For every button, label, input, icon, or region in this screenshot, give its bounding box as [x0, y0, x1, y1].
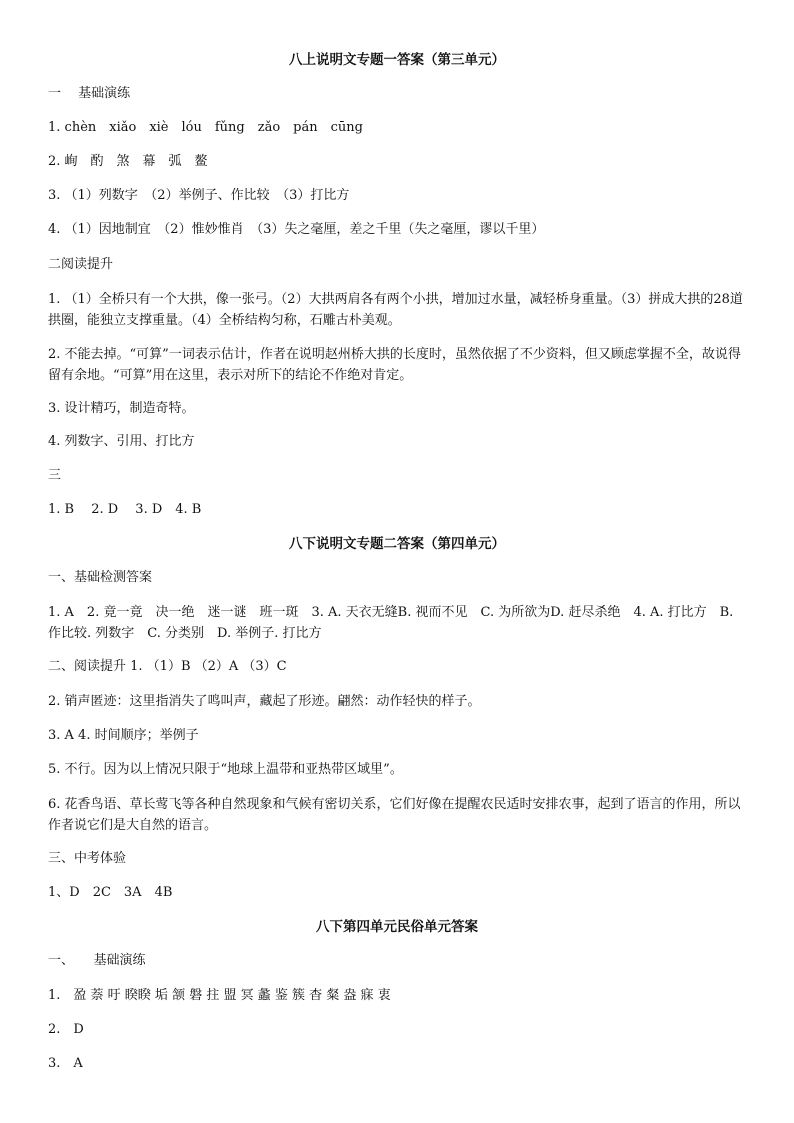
section1-reading-1: 1. （1）全桥只有一个大拱，像一张弓。（2）大拱两肩各有两个小拱，增加过水量，减轻桥身重量。（3）拼成大拱的28道拱圈，能独立支撑重量。（4）全桥结构匀称，石雕古朴美观。: [48, 292, 743, 328]
section1-heading-basic: 一 基础演练: [48, 86, 131, 101]
section3-title: 八下第四单元民俗单元答案: [316, 919, 478, 935]
section1-heading-three: 三: [48, 468, 62, 483]
section2-exam-answers: 1、D 2C 3A 4B: [48, 885, 173, 900]
section2-heading-reading: 二、阅读提升 1. （1）B （2）A （3）C: [48, 659, 287, 674]
section1-reading-3: 3. 设计精巧，制造奇特。: [48, 401, 195, 416]
section2-reading-6: 6. 花香鸟语、草长莺飞等各种自然现象和气候有密切关系，它们好像在提醒农民适时安排农事，起到了语言的作用，所以作者说它们是大自然的语言。: [48, 797, 741, 833]
section1-reading-2: 2. 不能去掉。“可算”一词表示估计，作者在说明赵州桥大拱的长度时，虽然依据了不少资料，但又顾虑掌握不全，故说得留有余地。“可算”用在这里，表示对所下的结论不作绝对肯定。: [48, 347, 741, 383]
section3-answer-2: 2. D: [48, 1022, 84, 1037]
section1-multiple-choice: 1. B 2. D 3. D 4. B: [48, 502, 202, 517]
section2-heading-basic: 一、基础检测答案: [48, 570, 153, 585]
section1-answer-1: 1. chèn xiǎo xiè lóu fǔng zǎo pán cūng: [48, 120, 363, 135]
section1-title: 八上说明文专题一答案（第三单元）: [289, 52, 505, 68]
section2-title: 八下说明文专题二答案（第四单元）: [289, 536, 505, 552]
section1-heading-reading: 二阅读提升: [48, 257, 114, 272]
section2-heading-exam: 三、中考体验: [48, 851, 127, 866]
section2-reading-3: 3. A 4. 时间顺序；举例子: [48, 728, 199, 743]
section2-reading-5: 5. 不行。因为以上情况只限于“地球上温带和亚热带区域里”。: [48, 762, 403, 777]
section3-answer-1: 1. 盈 萘 吁 睽睽 垢 颔 磐 拄 盟 冥 蠡 鉴 簇 杳 粲 盎 寐 衷: [48, 988, 391, 1003]
section2-answer-1: 1. A 2. 竟一竟 决一绝 迷一谜 班一斑 3. A. 天衣无缝B. 视而不见 C. 为所欲为D. 赶尽杀绝 4. A. 打比方 B. 作比较. 列数字 C. 分类别 D. 举例子. 打比方: [48, 605, 734, 641]
section1-reading-4: 4. 列数字、引用、打比方: [48, 434, 195, 449]
section1-answer-3: 3. （1）列数字 （2）举例子、作比较 （3）打比方: [48, 188, 350, 203]
section3-heading-basic: 一、 基础演练: [48, 953, 146, 968]
section3-answer-3: 3. A: [48, 1056, 83, 1071]
section1-answer-4: 4. （1）因地制宜 （2）惟妙惟肖 （3）失之毫厘，差之千里（失之毫厘，谬以千里）: [48, 222, 545, 237]
section2-reading-2: 2. 销声匿迹：这里指消失了鸣叫声，藏起了形迹。翩然：动作轻快的样子。: [48, 694, 481, 709]
section1-answer-2: 2. 峋 酌 煞 幕 弧 鳌: [48, 154, 208, 169]
